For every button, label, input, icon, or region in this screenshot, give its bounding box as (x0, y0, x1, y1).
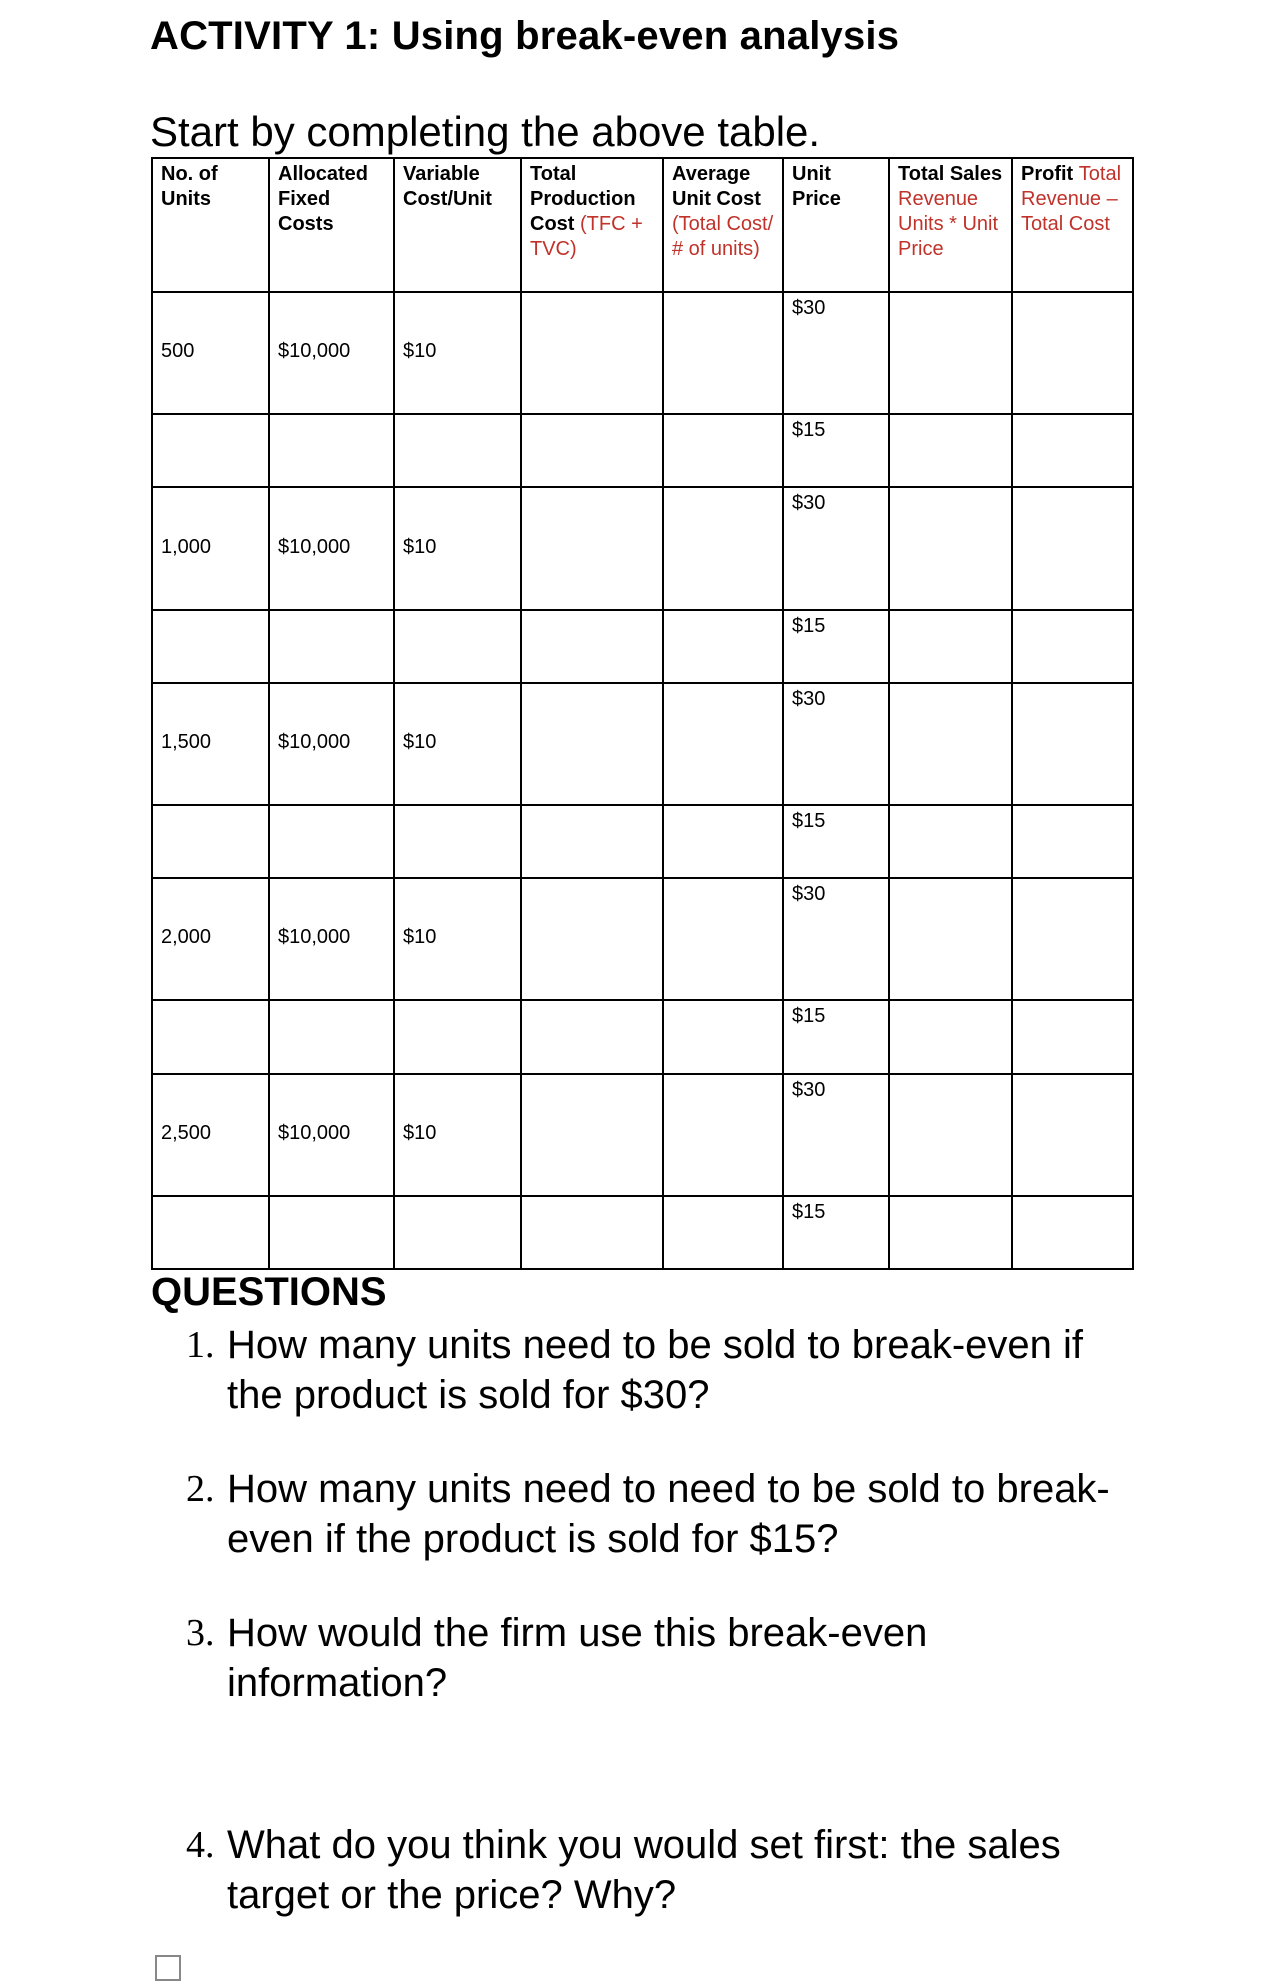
table-row (152, 292, 1133, 414)
units-cell: 2,500 (152, 1074, 269, 1196)
question-text: How many units need to be sold to break-even if the product is sold for $30? (227, 1323, 1084, 1417)
question-item (186, 1820, 1146, 1920)
unit-price-cell: $15 (783, 805, 889, 878)
average-cost-cell[interactable] (663, 610, 783, 683)
header-units: No. of Units (152, 158, 269, 292)
total-sales-cell[interactable] (889, 292, 1012, 414)
header-average-label: Average Unit Cost (672, 163, 761, 210)
table-row (152, 1074, 1133, 1196)
questions-heading: QUESTIONS (151, 1270, 387, 1314)
profit-cell[interactable] (1012, 414, 1133, 487)
units-cell (152, 1196, 269, 1269)
fixed-cost-cell (269, 610, 394, 683)
total-cost-cell[interactable] (521, 805, 663, 878)
profit-cell[interactable] (1012, 292, 1133, 414)
header-fixed-costs: Allocated Fixed Costs (269, 158, 394, 292)
variable-cost-cell: $10 (394, 487, 521, 609)
table-row (152, 1196, 1133, 1269)
units-cell (152, 414, 269, 487)
total-sales-cell[interactable] (889, 487, 1012, 609)
header-sales-label: Total Sales (898, 163, 1003, 185)
questions-list (186, 1320, 1146, 1920)
total-cost-cell[interactable] (521, 414, 663, 487)
table-row (152, 805, 1133, 878)
fixed-cost-cell (269, 1000, 394, 1073)
unit-price-cell: $15 (783, 1196, 889, 1269)
profit-cell[interactable] (1012, 1074, 1133, 1196)
profit-cell[interactable] (1012, 487, 1133, 609)
table-row (152, 414, 1133, 487)
fixed-cost-cell (269, 414, 394, 487)
units-cell (152, 610, 269, 683)
units-cell: 1,000 (152, 487, 269, 609)
average-cost-cell[interactable] (663, 683, 783, 805)
header-profit (1012, 158, 1133, 292)
question-number: 1. (186, 1324, 215, 1366)
variable-cost-cell (394, 1000, 521, 1073)
header-average-unit-cost (663, 158, 783, 292)
total-cost-cell[interactable] (521, 487, 663, 609)
total-sales-cell[interactable] (889, 610, 1012, 683)
fixed-cost-cell: $10,000 (269, 878, 394, 1000)
unit-price-cell: $15 (783, 414, 889, 487)
average-cost-cell[interactable] (663, 1196, 783, 1269)
question-number: 4. (186, 1824, 215, 1866)
variable-cost-cell (394, 805, 521, 878)
variable-cost-cell: $10 (394, 292, 521, 414)
total-sales-cell[interactable] (889, 878, 1012, 1000)
total-sales-cell[interactable] (889, 1196, 1012, 1269)
question-item (186, 1608, 1146, 1708)
fixed-cost-cell (269, 805, 394, 878)
fixed-cost-cell: $10,000 (269, 292, 394, 414)
variable-cost-cell: $10 (394, 1074, 521, 1196)
total-sales-cell[interactable] (889, 1074, 1012, 1196)
total-cost-cell[interactable] (521, 683, 663, 805)
page-title: ACTIVITY 1: Using break-even analysis (150, 14, 900, 58)
header-row (152, 158, 1133, 292)
fixed-cost-cell: $10,000 (269, 683, 394, 805)
units-cell: 1,500 (152, 683, 269, 805)
units-cell (152, 805, 269, 878)
total-cost-cell[interactable] (521, 1000, 663, 1073)
profit-cell[interactable] (1012, 878, 1133, 1000)
intro-text: Start by completing the above table. (150, 108, 821, 155)
header-variable-cost: Variable Cost/Unit (394, 158, 521, 292)
unit-price-cell: $30 (783, 1074, 889, 1196)
fixed-cost-cell (269, 1196, 394, 1269)
header-sales-formula: Revenue Units * Unit Price (898, 188, 999, 260)
average-cost-cell[interactable] (663, 805, 783, 878)
unit-price-cell: $30 (783, 683, 889, 805)
profit-cell[interactable] (1012, 683, 1133, 805)
unit-price-cell: $15 (783, 1000, 889, 1073)
question-item (186, 1464, 1146, 1564)
header-total-sales (889, 158, 1012, 292)
header-total-production-cost (521, 158, 663, 292)
profit-cell[interactable] (1012, 805, 1133, 878)
checkbox[interactable] (155, 1955, 181, 1981)
variable-cost-cell (394, 414, 521, 487)
total-cost-cell[interactable] (521, 610, 663, 683)
question-text: How would the firm use this break-even information? (227, 1611, 928, 1705)
header-total-formula: (TFC + TVC) (530, 213, 643, 260)
unit-price-cell: $15 (783, 610, 889, 683)
header-profit-label: Profit (1021, 163, 1074, 185)
table-row (152, 610, 1133, 683)
fixed-cost-cell: $10,000 (269, 1074, 394, 1196)
fixed-cost-cell: $10,000 (269, 487, 394, 609)
unit-price-cell: $30 (783, 878, 889, 1000)
total-cost-cell[interactable] (521, 1074, 663, 1196)
variable-cost-cell (394, 1196, 521, 1269)
profit-cell[interactable] (1012, 1000, 1133, 1073)
break-even-table (151, 157, 1134, 1270)
average-cost-cell[interactable] (663, 487, 783, 609)
variable-cost-cell (394, 610, 521, 683)
header-total-label: Total Production Cost (530, 163, 636, 235)
units-cell: 2,000 (152, 878, 269, 1000)
table-row (152, 1000, 1133, 1073)
profit-cell[interactable] (1012, 1196, 1133, 1269)
total-sales-cell[interactable] (889, 805, 1012, 878)
variable-cost-cell: $10 (394, 683, 521, 805)
average-cost-cell[interactable] (663, 1000, 783, 1073)
average-cost-cell[interactable] (663, 292, 783, 414)
average-cost-cell[interactable] (663, 414, 783, 487)
profit-cell[interactable] (1012, 610, 1133, 683)
header-average-formula: (Total Cost/ # of units) (672, 213, 774, 260)
question-text: What do you think you would set first: the sales target or the price? Why? (227, 1823, 1061, 1917)
total-sales-cell[interactable] (889, 683, 1012, 805)
total-cost-cell[interactable] (521, 292, 663, 414)
question-number: 3. (186, 1612, 215, 1654)
total-cost-cell[interactable] (521, 1196, 663, 1269)
total-sales-cell[interactable] (889, 1000, 1012, 1073)
units-cell: 500 (152, 292, 269, 414)
question-number: 2. (186, 1468, 215, 1510)
average-cost-cell[interactable] (663, 878, 783, 1000)
units-cell (152, 1000, 269, 1073)
total-sales-cell[interactable] (889, 414, 1012, 487)
average-cost-cell[interactable] (663, 1074, 783, 1196)
table-row (152, 487, 1133, 609)
header-profit-formula: Total Revenue – Total Cost (1021, 163, 1122, 235)
table-row (152, 878, 1133, 1000)
table-row (152, 683, 1133, 805)
unit-price-cell: $30 (783, 292, 889, 414)
header-unit-price: Unit Price (783, 158, 889, 292)
question-text: How many units need to need to be sold to break-even if the product is sold for $15? (227, 1467, 1110, 1561)
unit-price-cell: $30 (783, 487, 889, 609)
question-item (186, 1320, 1146, 1420)
variable-cost-cell: $10 (394, 878, 521, 1000)
total-cost-cell[interactable] (521, 878, 663, 1000)
